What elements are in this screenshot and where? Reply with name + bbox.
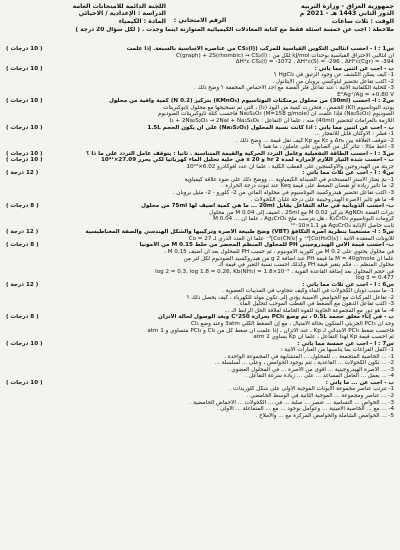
header-line: المادة : الكيمياء [118, 17, 166, 25]
question-text: نترات الفضة AgNO₃ بتركيز 0.02 M مع 25ml ، أضيف إلى 0.04 M من محلول [209, 209, 394, 216]
header-line: الدراسة : الإعدادية / الاحيائي [78, 10, 166, 18]
question-text: 3- ... الأصرة الهيدروجينية ... أقوى من الأصرة ... في المحلول العضوي . [227, 366, 394, 373]
question-text: 3- ... الخواص ... التسامية ... عنصر ... صلبة ... في ... الكحولات ... الأحماض الحامضية . [189, 399, 394, 406]
question-text: س3 : أ - احسب الطاقة التفعيلية وعامل التردد الحركية والقيمة المتناسبة . ثانيا : يتوقف عامل التردد على ما ذا ؟ [86, 150, 394, 157]
score-mark: ( 10 درجات ) [6, 98, 43, 105]
question-text: 3- اكتب تفاعل تحضير هيدروكسيد البوتاسيوم في محلوله المائي من 2- كلورو - 2- مثيل بروبان . [172, 190, 394, 197]
question-text: فاحسب ضغط PCl₅ الأبتدائي لـ Kp ، عند الاتزان ، إذا علمت أن ضغط كل من Cl₂ و PCl₃ متساوي و 1 atm [147, 327, 394, 334]
score-mark: ( 10 درجات ) [6, 340, 43, 347]
question-text: للأيونات المعقدة الآتية : [Co(H₂O)₆]²⁺ و [Co(CN)₆]³⁻ علماً أن العدد الذري لـ Co = 27 [188, 235, 394, 242]
question-text: ب - أجب عن ... ما يأتي : [325, 379, 394, 386]
question-text: 2- اكتب تفاعل تحضير ايثوكسي بروبان من الايثانول . [272, 78, 394, 85]
ministry-block [244, 3, 394, 25]
score-mark: ( 10 درجات ) [6, 379, 43, 386]
question-text: ب - أجب عن اثنين مما يأتي : اذا كانت نسبة المحلول (Na₂S₂O₃) على أن يكون الحجم 1.5L [147, 124, 394, 131]
question-text: 3- اكتب تفاعل الدهون مع الضغط في القطب الموجب لتحليل الماء . [236, 301, 394, 308]
score-mark: ( 10 درجات ) [6, 150, 43, 157]
question-text: E°Ag⁺/Ag = +0.80 V [337, 91, 394, 98]
score-mark: ( 8 درجات ) [6, 314, 39, 321]
header-line: جمهورية العراق - وزارة التربية [301, 3, 394, 10]
question-text: كرومات البوتاسيوم K₂CrO₄ ، هل يترسب ملح Ag₂CrO₄ ، علماً أن ... 0.04 M [213, 216, 394, 223]
question-text: س6 : أ - أجب عن ثلاث مما يأتي : [302, 281, 394, 288]
exam-header [6, 3, 394, 43]
score-mark: ( 12 درجة ) [6, 281, 39, 288]
exam-line [6, 413, 394, 420]
score-mark: ( 10 درجات ) [6, 124, 43, 131]
question-text: س7 : أ - أجب عن خمسة مما يأتي : [297, 340, 394, 347]
question-text: ب - أجب عن اثنين مما يأتي : [314, 65, 394, 72]
question-text: س2 : أ- احسب (30ml) من محلول برمنكنات البوتاسيوم (KMnO₄) بتركيز (0.2 N) كمية وافية من محلول [109, 98, 394, 105]
question-text: 1- كيف يمكن الكشف عن وجود الزئبق في HgCl₂ ؟ [273, 72, 394, 79]
question-text: 1- بمَ يمتاز الأستر المستخدم في الصيدلة الكيمياوية ... ووضح ذلك على ضوء علاقة كيمياوية [184, 176, 394, 183]
question-text: يوديد البوتاسيوم (KI) الحمض ، فتحررت كمية من اليود (I₂) ، التي تم تسحيحها مع محلول ثايوكبريتات [163, 104, 394, 111]
question-text: 4- ما هو تأثير الاصرة الهيدروجينية على درجة غليان الكحولات . [250, 196, 394, 203]
question-text: ΔH°c CS₂(l) = -1072 , ΔH°c(S) = -296 , ΔH°c(Cgr) = -394 [235, 59, 394, 66]
score-mark: ( 12 درجة ) [6, 170, 39, 177]
question-text: ان انثالبي الاحتراق القياسية بوحدات kJ/mol لكل من : C(graph) + 2S(rhombic) → CS₂(l) [175, 52, 394, 59]
exam-number-label: الرقم الامتحاني : [173, 17, 227, 24]
exam-note: ملاحظة : أجب عن خمسة أسئلة فقط مع كتابة المعادلات الكيميائية المتوازنة أينما وجدت . ( لكل سؤال 20 درجة ) [75, 27, 394, 33]
question-text: 4- ... يعمل ... العامل المساعد ... على ... زيادة سرعة التفاعل . [245, 373, 394, 380]
question-text: ب - احسب شدة التيار اللازم لإمراره لمدة 2 hr و 20 s في خلية تحليل الماء كهربائياً لكي يحرر 27.09×10²¹ [101, 157, 394, 164]
committee-block [6, 3, 166, 25]
question-text: 1- فسّر : الأوكتان قابل للانفجار ... [314, 131, 394, 138]
question-text: 1- ... الخاصية المتجمعة ... للمحلول ... المتشابهة في المجموعة الواحدة . [224, 353, 394, 360]
question-text: ثم أحسب قيمة Kp لهذا التفاعل ، علماً أن Kp يساوي 2 atm [253, 334, 394, 341]
question-text: س5 : أ- مستعينا بنظرية أصرة التكافؤ (VBT) وضح طبيعة الأصرة وتركيبها والشكل الهندسي والصفة المغناطيسية [85, 229, 394, 236]
question-text: ب- احسب قيمة الأس الهيدروجيني PH للمحلول المنظم المحضر من خلط 0.15 M من الامونيا [139, 242, 394, 249]
question-text: الصوديوم (Na₂S₂O₃) فإذا علمت أن (Na₂S₂O₃ (M=158 g/mole فاحسب كتلة ثايوكبريتات الصوديوم [157, 111, 394, 118]
question-text: 2- تفاعل المركبات مع الحوامض الأمينية يؤدي إلى تكون مولد للكهرباء ، كيف يحصل ذلك ؟ [186, 294, 394, 301]
score-mark: ( 10 درجات ) [6, 157, 43, 164]
score-mark: ( 12 درجة ) [6, 229, 39, 236]
question-text: محلول المنظم ... فكم يتغير قيمة PH وكذلك أحسب نسبة التغير في قيمة الـ [218, 262, 394, 269]
question-text: ب- احسب الذوبانية في حالة التفاعل يقابل 20ml ... ما هي كمية أضيف لها 75ml من محلول [141, 203, 394, 210]
question-text: في محلول يحتوي على 0.2 M من كلوريد الأمونيوم ، ثم حسب PH للمحلول بعد أن أضيف 0.15 M ، [164, 248, 394, 255]
score-mark: ( 10 درجات ) [6, 65, 43, 72]
question-text: 2- ... تكون الكحولات ... القاعدية ، تتم بوجود الحوامض ، وعلى ... لسلسلة ... [214, 360, 394, 367]
question-text: س4 : أ - أجب عن ثلاث مما يأتي : [302, 170, 394, 177]
question-text: 3- اعط مثالاً : تتأثر كل من الصابون على عاملين ، ما هما ؟ [258, 144, 394, 151]
question-text: 3- للخلية الكلفانية الآتية : عند تفاعل فلز الفضة مع أحد الأحماض المخففة ؟ وضح ذلك . [193, 85, 394, 92]
question-text: 2- ما تأثير زيادة أو نقصان الضغط على قيمة Keq عند ثبوت درجة الحرارة . [221, 183, 394, 190]
header-line: الوقت : ثلاث ساعات [331, 17, 394, 25]
header-line: اللجنة الدائمة للامتحانات العامة [72, 3, 166, 10]
question-text: 1- أكمل الفراغات بما يناسبها من العبارات الآتية : [280, 347, 394, 354]
question-text: 1- تترتب عناصر مجموعة الأيونات الموجبة الأولى على شكل كلوريدات . [229, 386, 394, 393]
question-text: 2- ... عناصر ومجموعة ... الموجبة الثانية في الوسط الحامضي . [246, 392, 394, 399]
question-text: ثابت حاصل الإذابة Ag₂CrO₄ هو 1.1×10⁻¹² [290, 222, 394, 229]
score-mark: ( 8 درجات ) [6, 242, 39, 249]
question-text: 4- ما هو دور مع المجموعة الحاوية للقوة الحاملة لعلاقة الحل الرابط الـ ... [224, 307, 394, 314]
exam-body [6, 46, 394, 546]
score-mark: ( 8 درجات ) [6, 203, 39, 210]
question-text: في حجم المحلول بعد إضافة القاعدة القوية ، log 2 = 0.3, log 1.8 = 0.26, Kb(NH₃) = 1.8×10⁻⁵ [155, 268, 394, 275]
question-text: 4- ... مع ... الخاصية الأمينية ... وعوامل بوجود ... مع ... المتفاعلة ... الأولى . [216, 406, 394, 413]
question-text: اللازمة بالغرامات لتحضير (40ml) منه ، علماً أن التفاعل : I₂ + 2Na₂S₂O₃ → 2NaI + Na₂S₄O₆ [169, 118, 394, 125]
question-text: علماً أن M = 40g/mole ما قيمة PH عند أضافة 2 g من هيدروكسيد الصوديوم لكل لتر من [183, 255, 394, 262]
header-line: الدور التاني 1443 هـ - 2021 م [299, 10, 394, 18]
question-text: س1 : أ - احسب انثالبي التكوين القياسية للمركب (CS₂(l) من عناصره الأساسية بالسبعة. إذا علمت [126, 46, 394, 52]
question-text: 5- ... الحوامض الشاملة والحوامض المركزة مع ... والأملاح . [255, 412, 394, 419]
question-text: وجد أن PCl₃ الجزيئي المتكون بحالة الأمتيال ، مع إن الضغط الكلي 3atm وعند وضع Cl₂ [191, 320, 394, 327]
score-mark: ( 10 درجات ) [6, 46, 43, 52]
question-text: log 3 = 0.477 [355, 275, 394, 282]
question-text: 2- تتوقف العلاقة بين Δnₐ و Kc مع Kp كيف تقل قيمة ... وضح ذلك . [236, 137, 394, 144]
question-text: ب - في إناء مغلق حجمه 0.5L ، تم وضع PCl₅ بحرارة 250°C وبعد الوصول لحالة الاتزان [158, 314, 394, 321]
question-text: 1- ما سبب ذوبان الكحولات في الماء وكيف تتجاوب في المذيبات العضوية . [222, 288, 394, 295]
question-text: جزيئة من الهيدروجين والأوكسجين على القطب الكلية ، علماً أن عدد أفوكادرو 6.02×10²³ [186, 163, 394, 170]
